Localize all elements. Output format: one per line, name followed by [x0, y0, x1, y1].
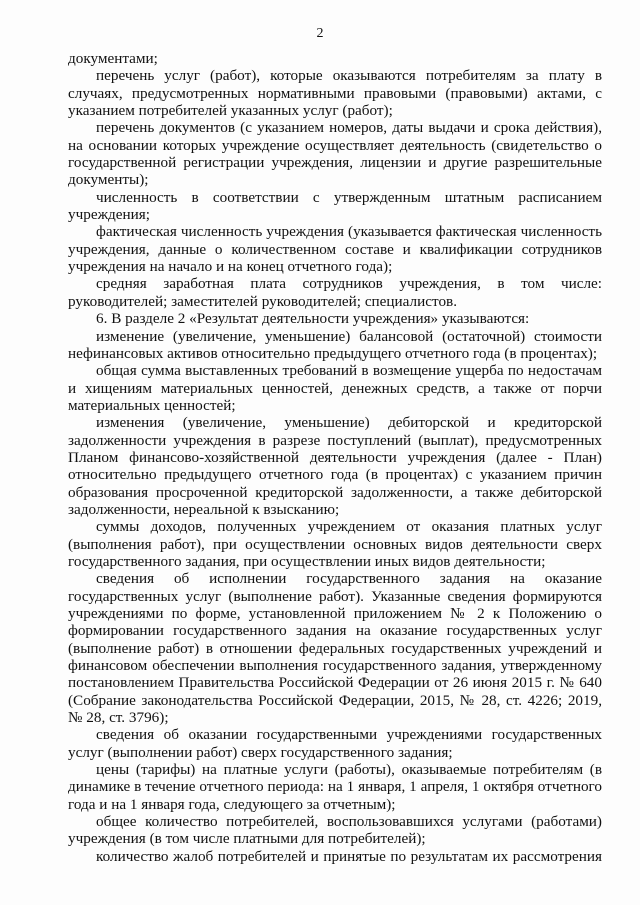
paragraph: изменение (увеличение, уменьшение) балансовой (остаточной) стоимости нефинансовых активов относительно предыдущего отчетного года (в процентах);: [68, 327, 602, 362]
paragraph: перечень услуг (работ), которые оказываются потребителям за плату в случаях, предусмотренных нормативными правовыми (правовыми) актами, с указанием потребителей указанных услуг (работ);: [68, 67, 602, 120]
paragraph: перечень документов (с указанием номеров, даты выдачи и срока действия), на основании которых учреждение осуществляет деятельность (свидетельство о государственной регистрации учреждения, лицензии и другие разрешительные документы);: [68, 119, 602, 189]
paragraph: количество жалоб потребителей и принятые по результатам их рассмотрения: [96, 847, 602, 865]
paragraph: сведения об оказании государственными учреждениями государственных услуг (выполнении работ) сверх государственного задания;: [68, 726, 602, 761]
paragraph: сведения об исполнении государственного задания на оказание государственных услуг (выполнение работ). Указанные сведения формируются учреждениями по форме, установленной приложением № 2 к Положению о формировании государственного задания на оказание государственных услуг (выполнение работ) в отношении федеральных государственных учреждений и финансовом обеспечении выполнения государственного задания, утвержденному постановлением Правительства Российской Федерации от 26 июня 2015 г. № 640 (Собрание законодательства Российской Федерации, 2015, № 28, ст. 4226; 2019, № 28, ст. 3796);: [68, 570, 602, 727]
paragraph: общая сумма выставленных требований в возмещение ущерба по недостачам и хищениям материальных ценностей, денежных средств, а также от порчи материальных ценностей;: [68, 362, 602, 414]
paragraph: фактическая численность учреждения (указывается фактическая численность учреждения, данные о количественном составе и квалификации сотрудников учреждения на начало и на конец отчетного года);: [68, 223, 602, 276]
paragraph: численность в соответствии с утвержденным штатным расписанием учреждения;: [68, 188, 602, 224]
paragraph: изменения (увеличение, уменьшение) дебиторской и кредиторской задолженности учреждения в разрезе поступлений (выплат), предусмотренных Планом финансово-хозяйственной деятельности учреждения (далее - План) относительно предыдущего отчетного года (в процентах) с указанием причин образования просроченной кредиторской задолженности, а также дебиторской задолженности, нереальной к взысканию;: [68, 414, 602, 518]
document-body: [68, 50, 602, 865]
paragraph: средняя заработная плата сотрудников учреждения, в том числе: руководителей; заместителей руководителей; специалистов.: [68, 275, 602, 310]
paragraph: цены (тарифы) на платные услуги (работы), оказываемые потребителям (в динамике в течение отчетного периода: на 1 января, 1 апреля, 1 октября отчетного года и на 1 января года, следующего за отчетным);: [68, 761, 602, 813]
paragraph: суммы доходов, полученных учреждением от оказания платных услуг (выполнения работ), при осуществлении основных видов деятельности сверх государственного задания, при осуществлении иных видов деятельности;: [68, 518, 602, 570]
paragraph: общее количество потребителей, воспользовавшихся услугами (работами) учреждения (в том числе платными для потребителей);: [68, 813, 602, 848]
page-number: 2: [316, 26, 324, 41]
paragraph: документами;: [68, 50, 158, 67]
section-heading: 6. В разделе 2 «Результат деятельности учреждения» указываются:: [96, 310, 530, 328]
